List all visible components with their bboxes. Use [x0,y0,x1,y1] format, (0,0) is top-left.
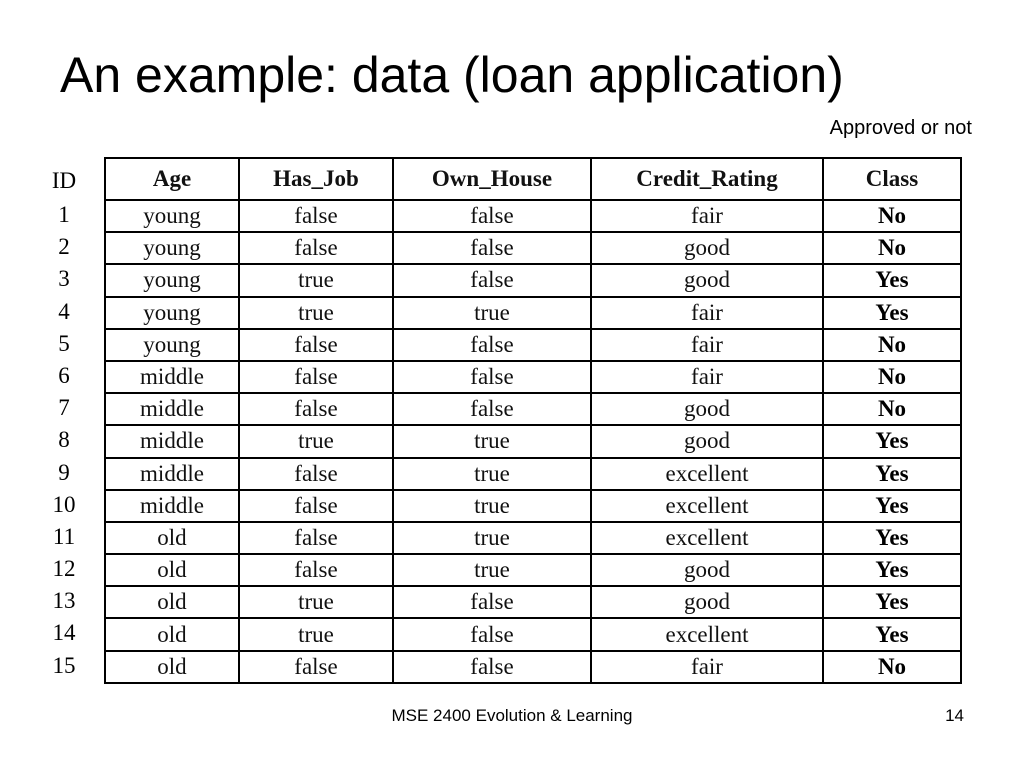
header-class: Class [823,158,961,200]
header-age: Age [105,158,239,200]
cell-class: Yes [823,554,961,586]
cell-own-house: true [393,297,591,329]
table-row [105,618,961,650]
cell-class: No [823,232,961,264]
cell-age: middle [105,425,239,457]
cell-own-house: false [393,200,591,232]
cell-age: young [105,297,239,329]
cell-age: middle [105,458,239,490]
loan-data-table [104,157,962,684]
table-row [105,458,961,490]
cell-own-house: true [393,554,591,586]
cell-credit-rating: good [591,586,823,618]
table-row [105,490,961,522]
id-header: ID [51,168,77,193]
cell-class: Yes [823,522,961,554]
footer-page-number: 14 [945,706,964,725]
cell-age: young [105,200,239,232]
cell-credit-rating: excellent [591,490,823,522]
class-annotation: Approved or not [829,117,972,139]
cell-age: middle [105,490,239,522]
cell-class: No [823,329,961,361]
row-id: 13 [52,588,76,614]
cell-age: middle [105,393,239,425]
row-id: 3 [58,266,70,292]
cell-has-job: true [239,297,393,329]
table-row [105,522,961,554]
cell-has-job: false [239,490,393,522]
table-row [105,297,961,329]
cell-age: old [105,651,239,683]
cell-class: Yes [823,264,961,296]
cell-credit-rating: good [591,393,823,425]
footer-course-title: MSE 2400 Evolution & Learning [391,706,633,725]
cell-own-house: false [393,651,591,683]
cell-own-house: true [393,458,591,490]
row-id: 14 [52,620,76,646]
cell-age: old [105,618,239,650]
header-has-job: Has_Job [239,158,393,200]
cell-class: No [823,393,961,425]
row-id: 11 [52,523,76,549]
cell-has-job: true [239,264,393,296]
cell-own-house: false [393,586,591,618]
table-row [105,329,961,361]
table-row [105,264,961,296]
cell-age: young [105,232,239,264]
cell-own-house: false [393,264,591,296]
cell-class: No [823,200,961,232]
cell-credit-rating: fair [591,329,823,361]
cell-own-house: true [393,425,591,457]
cell-own-house: false [393,361,591,393]
row-id: 5 [58,330,70,356]
row-id: 7 [58,395,70,421]
table-row [105,554,961,586]
row-id: 12 [52,556,76,582]
row-id: 10 [52,491,76,517]
cell-credit-rating: good [591,232,823,264]
cell-own-house: true [393,490,591,522]
cell-class: Yes [823,297,961,329]
cell-has-job: false [239,200,393,232]
row-id: 6 [58,362,70,388]
cell-has-job: false [239,554,393,586]
cell-own-house: false [393,232,591,264]
cell-credit-rating: fair [591,297,823,329]
table-row [105,651,961,683]
slide-title: An example: data (loan application) [60,47,844,103]
cell-age: old [105,554,239,586]
cell-credit-rating: good [591,264,823,296]
cell-has-job: false [239,329,393,361]
row-id: 9 [58,459,70,485]
table-row [105,586,961,618]
cell-credit-rating: excellent [591,522,823,554]
cell-has-job: false [239,361,393,393]
cell-class: No [823,651,961,683]
cell-credit-rating: fair [591,651,823,683]
id-column [38,157,90,682]
row-id: 1 [58,202,70,227]
cell-class: Yes [823,586,961,618]
cell-age: old [105,522,239,554]
table-row [105,361,961,393]
cell-credit-rating: fair [591,200,823,232]
table-row [105,393,961,425]
cell-own-house: true [393,522,591,554]
cell-credit-rating: excellent [591,618,823,650]
cell-age: middle [105,361,239,393]
cell-own-house: false [393,393,591,425]
header-own-house: Own_House [393,158,591,200]
cell-class: Yes [823,425,961,457]
cell-own-house: false [393,329,591,361]
cell-credit-rating: good [591,425,823,457]
row-id: 8 [58,427,70,453]
cell-has-job: false [239,522,393,554]
cell-has-job: true [239,425,393,457]
cell-credit-rating: fair [591,361,823,393]
cell-has-job: false [239,458,393,490]
cell-class: No [823,361,961,393]
cell-age: young [105,264,239,296]
cell-class: Yes [823,490,961,522]
table-header-row [105,158,961,200]
header-credit-rating: Credit_Rating [591,158,823,200]
cell-class: Yes [823,618,961,650]
table-row [105,200,961,232]
cell-class: Yes [823,458,961,490]
cell-age: old [105,586,239,618]
table-row [105,425,961,457]
cell-credit-rating: excellent [591,458,823,490]
table-row [105,232,961,264]
cell-has-job: false [239,651,393,683]
cell-own-house: false [393,618,591,650]
row-id: 15 [52,652,76,678]
cell-age: young [105,329,239,361]
cell-has-job: false [239,393,393,425]
row-id: 4 [58,298,70,324]
cell-credit-rating: good [591,554,823,586]
cell-has-job: true [239,586,393,618]
row-id: 2 [58,234,70,260]
cell-has-job: false [239,232,393,264]
cell-has-job: true [239,618,393,650]
